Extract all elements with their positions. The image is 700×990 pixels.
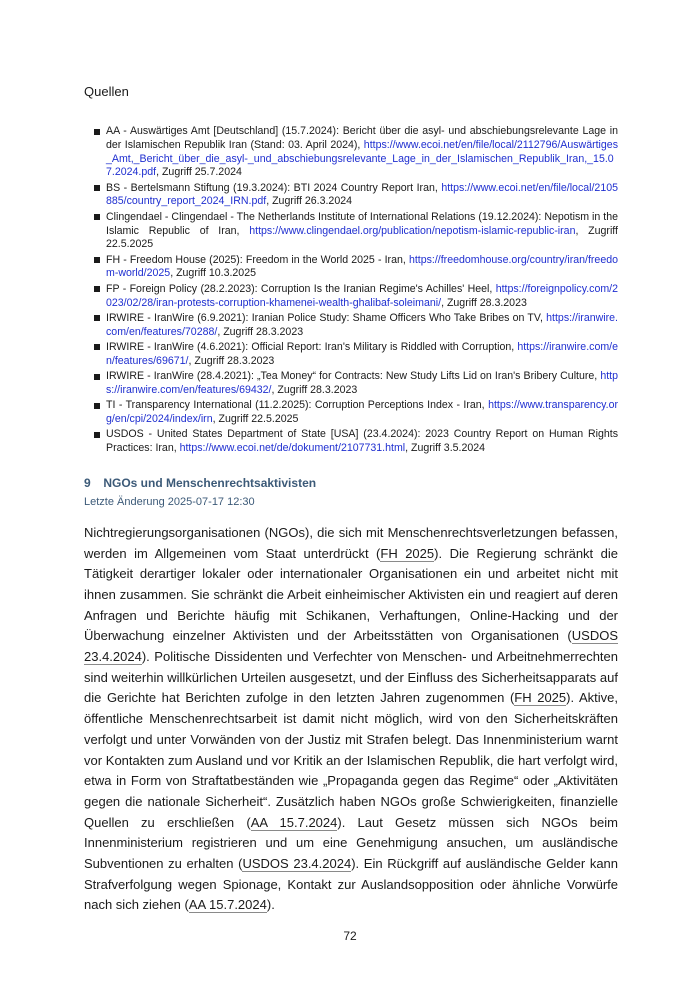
access-date: , Zugriff 28.3.2023	[188, 354, 275, 367]
body-text-segment: ). Ein Rückgriff auf ausländische Gelder kann Strafverfolgung wegen Spionage, Kontakt zur Auslandsopposition oder ähnliche Vorwürfe nach sich ziehen (	[84, 856, 619, 913]
access-date: , Zugriff 28.3.2023	[441, 296, 527, 309]
reference-text: AA - Auswärtiges Amt [Deutschland] (15.7.2024): Bericht über die asyl- und abschiebungsrelevante Lage in der Islamischen Republik Iran (Stand: 03. April 2024),	[106, 125, 618, 151]
access-date: , Zugriff 25.7.2024	[156, 166, 242, 179]
reference-link[interactable]: https://www.ecoi.net/de/dokument/2107731.html	[179, 442, 406, 455]
section-9	[84, 476, 618, 916]
reference-link[interactable]: https://www.ecoi.net/en/file/local/2105885/country_report_2024_IRN.pdf	[106, 181, 618, 208]
reference-item	[96, 283, 618, 311]
section-title	[84, 476, 618, 490]
body-text-segment: ). Politische Dissidenten und Verfechter von Menschen- und Arbeitnehmerrechten sind weiterhin willkürlichen Urteilen ausgesetzt, und der Einfluss des Sicherheitsapparats auf die Gerichte hat Berichten zufolge in den letzten Jahren zugenommen (	[84, 649, 618, 706]
square-bullet-icon	[94, 185, 100, 191]
body-text-segment: ). Die Regierung schränkt die Tätigkeit derartiger lokaler oder internationaler Organisationen ein und arbeitet nicht mit ihnen zusammen. Sie schränkt die Arbeit einheimischer Aktivisten ein und reagiert auf deren Anfragen und Berichte häufig mit Schikanen, Verhaftungen, Online-Hacking und der Überwachung einzelner Aktivisten und der Arbeitsstätten von Organisationen (	[84, 545, 618, 644]
reference-link[interactable]: https://www.ecoi.net/en/file/local/2112796/Auswärtiges_Amt,_Bericht_über_die_asyl-_und_abschiebungsrelevante_Lage_in_der_Islamischen_Republik_Iran,_15.07.2024.pdf	[106, 138, 618, 179]
reference-list	[84, 125, 618, 456]
square-bullet-icon	[94, 374, 100, 380]
citation-link[interactable]: AA 15.7.2024	[188, 897, 267, 913]
square-bullet-icon	[94, 403, 100, 409]
body-text-segment: ). Laut Gesetz müssen sich NGOs beim Innenministerium registrieren und um eine Genehmigung ansuchen, um ausländische Subventionen zu erhalten (	[84, 814, 618, 872]
last-modified: Letzte Änderung 2025-07-17 12:30	[84, 495, 255, 508]
access-date: , Zugriff 28.3.2023	[217, 325, 304, 338]
reference-item	[96, 254, 618, 282]
reference-link[interactable]: https://iranwire.com/en/features/70288/	[106, 311, 618, 338]
access-date: , Zugriff 22.5.2025	[106, 224, 619, 251]
reference-text: USDOS - United States Department of State [USA] (23.4.2024): 2023 Country Report on Human Rights Practices: Iran,	[106, 428, 618, 455]
reference-text: BS - Bertelsmann Stiftung (19.3.2024): BTI 2024 Country Report Iran,	[106, 181, 442, 194]
square-bullet-icon	[94, 315, 100, 321]
citation-link[interactable]: USDOS 23.4.2024	[242, 856, 352, 872]
reference-link[interactable]: https://iranwire.com/en/features/69671/	[106, 340, 618, 367]
body-text-segment: ).	[266, 897, 275, 913]
access-date: , Zugriff 3.5.2024	[405, 442, 486, 455]
document-page	[84, 84, 618, 929]
reference-link[interactable]: https://iranwire.com/en/features/69432/	[106, 370, 618, 396]
reference-item	[96, 428, 618, 456]
citation-link[interactable]: AA 15.7.2024	[250, 814, 338, 830]
reference-link[interactable]: https://freedomhouse.org/country/iran/freedom-world/2025	[106, 253, 618, 280]
square-bullet-icon	[94, 257, 100, 263]
sources-heading: Quellen	[84, 84, 129, 99]
reference-item	[96, 370, 618, 398]
reference-link[interactable]: https://www.clingendael.org/publication/nepotism-islamic-republic-iran	[249, 224, 576, 237]
access-date: , Zugriff 26.3.2024	[266, 195, 352, 208]
reference-item	[96, 125, 618, 180]
reference-text: IRWIRE - IranWire (4.6.2021): Official Report: Iran's Military is Riddled with Corruption,	[106, 340, 518, 353]
square-bullet-icon	[94, 129, 100, 135]
reference-link[interactable]: https://foreignpolicy.com/2023/02/28/iran-protests-corruption-khamenei-wealth-ghalibaf-soleimani/	[106, 282, 618, 309]
reference-link[interactable]: https://www.transparency.org/en/cpi/2024/index/irn	[106, 399, 618, 425]
square-bullet-icon	[94, 432, 100, 438]
reference-item	[96, 399, 618, 427]
reference-item	[96, 341, 618, 369]
section-number: 9	[84, 475, 91, 490]
access-date: , Zugriff 28.3.2023	[271, 383, 358, 396]
reference-text: FP - Foreign Policy (28.2.2023): Corruption Is the Iranian Regime's Achilles' Heel,	[106, 282, 496, 295]
reference-item	[96, 211, 618, 252]
square-bullet-icon	[94, 214, 100, 220]
square-bullet-icon	[94, 344, 100, 350]
reference-text: IRWIRE - IranWire (28.4.2021): „Tea Money“ for Contracts: New Study Lifts Lid on Iran's Bribery Culture,	[106, 370, 601, 383]
access-date: , Zugriff 22.5.2025	[212, 412, 299, 425]
reference-text: FH - Freedom House (2025): Freedom in the World 2025 - Iran,	[106, 253, 409, 266]
citation-link[interactable]: FH 2025	[380, 545, 435, 561]
section-title-text: NGOs und Menschenrechtsaktivisten	[103, 475, 317, 490]
citation-link[interactable]: USDOS 23.4.2024	[84, 628, 618, 665]
body-text-segment: ). Aktive, öffentliche Menschenrechtsarbeit ist damit nicht möglich, wird von den Sicherheitskräften verfolgt und unter Vorwänden von der Justiz mit Strafen belegt. Das Innenministerium warnt vor Kontakten zum Ausland und vor Kritik an der Islamischen Republik, die hart verfolgt wird, etwa in Form von Straftatbeständen wie „Propaganda gegen das Regime“ oder „Aktivitäten gegen die nationale Sicherheit“. Zusätzlich haben NGOs große Schwierigkeiten, finanzielle Quellen zu erschließen (	[84, 690, 618, 830]
access-date: , Zugriff 10.3.2025	[170, 267, 256, 280]
reference-item	[96, 312, 618, 340]
section-body	[84, 523, 618, 916]
citation-link[interactable]: FH 2025	[514, 690, 567, 706]
reference-text: TI - Transparency International (11.2.2025): Corruption Perceptions Index - Iran,	[106, 399, 489, 412]
reference-text: Clingendael - Clingendael - The Netherlands Institute of International Relations (19.12.2024): Nepotism in the Islamic Republic of Iran,	[106, 210, 618, 237]
reference-text: IRWIRE - IranWire (6.9.2021): Iranian Police Study: Shame Officers Who Take Bribes on TV,	[106, 311, 547, 324]
body-text-segment: Nichtregierungsorganisationen (NGOs), die sich mit Menschenrechtsverletzungen befassen, werden im Allgemeinen vom Staat unterdrückt (	[84, 524, 618, 561]
reference-item	[96, 182, 618, 210]
page-number: 72	[343, 929, 357, 943]
square-bullet-icon	[94, 286, 100, 292]
